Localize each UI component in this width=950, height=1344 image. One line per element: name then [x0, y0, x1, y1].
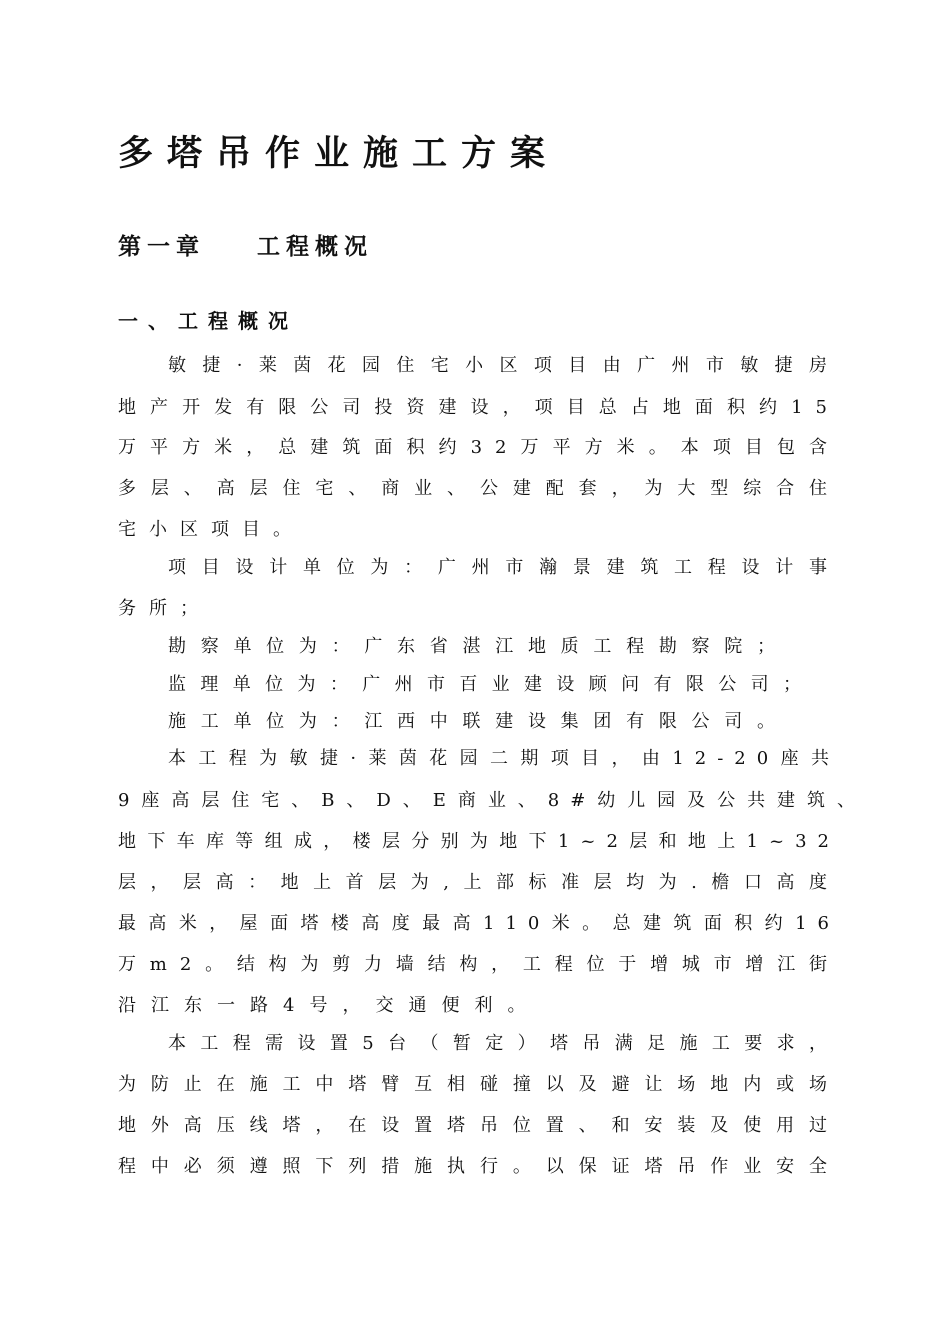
body-line: 沿江东一路4号，交通便利。 [118, 995, 541, 1016]
body-line: 敏捷·莱茵花园住宅小区项目由广州市敏捷房 [168, 355, 840, 376]
body-line: 为防止在施工中塔臂互相碰撞以及避让场地内或场 [118, 1074, 840, 1095]
body-line: 项目设计单位为：广州市瀚景建筑工程设计事 [168, 557, 840, 578]
body-line: 万平方米，总建筑面积约32万平方米。本项目包含 [118, 437, 840, 458]
body-line: 层，层高：地上首层为,上部标准层均为.檐口高度 [118, 872, 840, 893]
body-line: 施工单位为：江西中联建设集团有限公司。 [168, 711, 788, 732]
body-line: 程中必须遵照下列措施执行。以保证塔吊作业安全 [118, 1156, 840, 1177]
body-line: 最高米，屋面塔楼高度最高110米。总建筑面积约16 [118, 913, 840, 934]
body-line: 9座高层住宅、B、D、E商业、8#幼儿园及公共建筑、 [118, 790, 866, 811]
body-line: 务所； [118, 598, 211, 619]
chapter-title: 工程概况 [257, 234, 373, 260]
body-line: 地下车库等组成，楼层分别为地下1~2层和地上1~32 [118, 831, 840, 852]
body-line: 本工程为敏捷·莱茵花园二期项目，由12-20座共 [168, 748, 840, 769]
chapter-number: 第一章 [118, 234, 205, 260]
body-line: 地外高压线塔，在设置塔吊位置、和安装及使用过 [118, 1115, 840, 1136]
chapter-heading [118, 228, 373, 261]
body-line: 地产开发有限公司投资建设，项目总占地面积约15 [118, 397, 840, 418]
body-line: 本工程需设置5台（暂定）塔吊满足施工要求， [168, 1033, 840, 1054]
body-line: 多层、高层住宅、商业、公建配套，为大型综合住 [118, 478, 840, 499]
body-line: 勘察单位为：广东省湛江地质工程勘察院； [168, 636, 788, 657]
body-line: 宅小区项目。 [118, 519, 304, 540]
document-title: 多塔吊作业施工方案 [118, 134, 560, 174]
section-heading: 一、工程概况 [118, 309, 298, 333]
body-line: 万m2。结构为剪力墙结构，工程位于增城市增江街 [118, 954, 840, 975]
body-line: 监理单位为：广州市百业建设顾问有限公司； [168, 674, 814, 695]
